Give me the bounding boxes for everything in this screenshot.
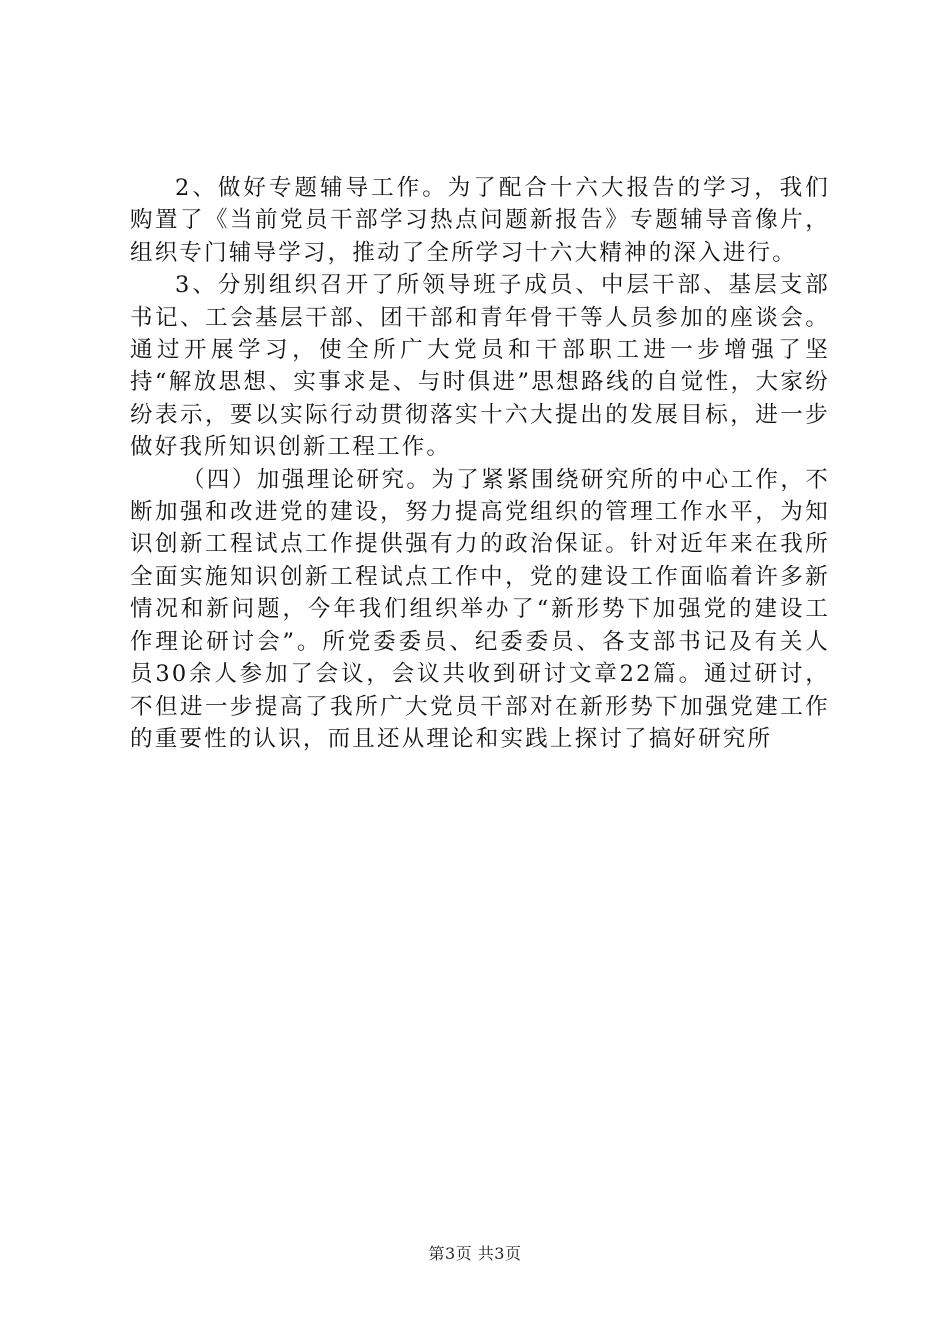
document-body bbox=[130, 172, 830, 755]
paragraph-symposium: 3、分别组织召开了所领导班子成员、中层干部、基层支部书记、工会基层干部、团干部和青年骨干等人员参加的座谈会。通过开展学习，使全所广大党员和干部职工进一步增强了坚持“解放思想、实事求是、与时俱进”思想路线的自觉性，大家纷纷表示，要以实际行动贯彻落实十六大提出的发展目标，进一步做好我所知识创新工程工作。 bbox=[130, 272, 830, 461]
page-footer: 第3页 共3页 bbox=[428, 1244, 522, 1263]
paragraph-theory-research: （四）加强理论研究。为了紧紧围绕研究所的中心工作，不断加强和改进党的建设，努力提高党组织的管理工作水平，为知识创新工程试点工作提供强有力的政治保证。针对近年来在我所全面实施知识创新工程试点工作中，党的建设工作面临着许多新情况和新问题，今年我们组织举办了“新形势下加强党的建设工作理论研讨会”。所党委委员、纪委委员、各支部书记及有关人员30余人参加了会议，会议共收到研讨文章22篇。通过研讨，不但进一步提高了我所广大党员干部对在新形势下加强党建工作的重要性的认识，而且还从理论和实践上探讨了搞好研究所 bbox=[130, 466, 830, 752]
paragraph-topic-tutoring: 2、做好专题辅导工作。为了配合十六大报告的学习，我们购置了《当前党员干部学习热点问题新报告》专题辅导音像片，组织专门辅导学习，推动了全所学习十六大精神的深入进行。 bbox=[130, 175, 830, 266]
